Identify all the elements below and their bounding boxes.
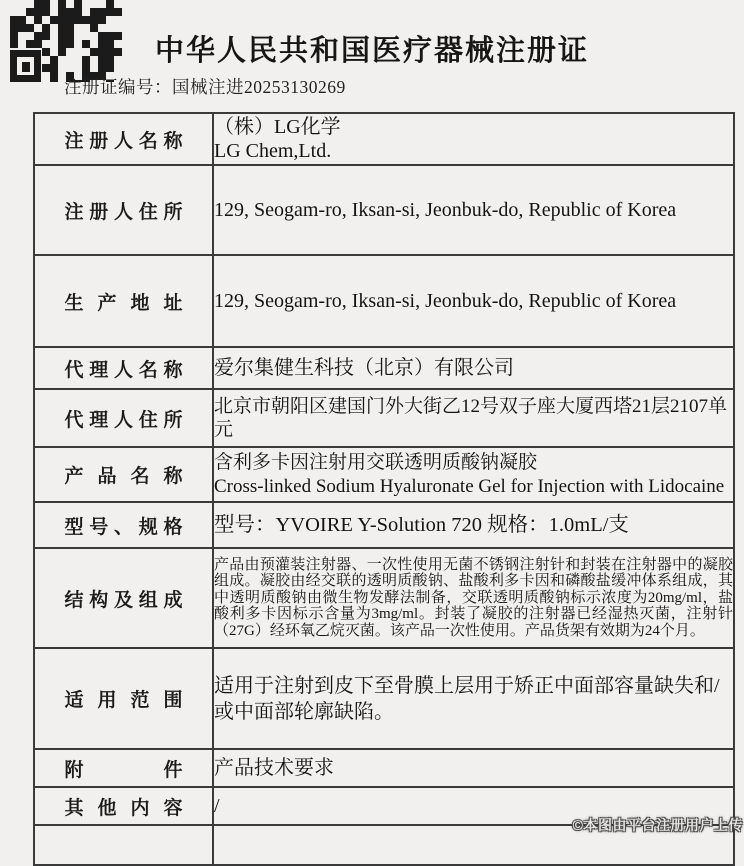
table-row-agent-address: [34, 389, 734, 447]
watermark: ©本图由平台注册用户上传: [572, 817, 743, 833]
row-label: 注册人住所: [64, 201, 183, 223]
table-row-production-address: [34, 255, 734, 347]
table-row-attachment: [34, 749, 734, 787]
row-label: 产品名称: [64, 466, 183, 487]
table-row-registrant-address: [34, 165, 734, 255]
row-value-line: /: [214, 794, 220, 817]
row-label: 附 件: [64, 759, 183, 781]
row-value-line: 适用于注射到皮下至骨膜上层用于矫正中面部容量缺失和/或中面部轮廓缺陷。: [214, 674, 720, 723]
row-value-line: 北京市朝阳区建国门外大街乙12号双子座大厦西塔21层2107单元: [214, 395, 728, 440]
table-row-structure-composition: [34, 548, 734, 648]
row-value-line: Cross-linked Sodium Hyaluronate Gel for Injection with Lidocaine: [214, 475, 725, 497]
row-label: 注册人名称: [64, 130, 183, 152]
table-row-model-spec: [34, 502, 734, 548]
table-row-product-name: [34, 447, 734, 502]
table-row-scope-of-application: [34, 648, 734, 749]
row-value-line: （株）LG化学: [214, 115, 341, 138]
table-row-registrant-name: [34, 113, 734, 165]
row-label: 其他内容: [64, 797, 183, 819]
row-value-line: 129, Seogam-ro, Iksan-si, Jeonbuk-do, Republic of Korea: [214, 198, 677, 221]
registration-number-value: 国械注进20253130269: [172, 77, 346, 97]
certificate-title: 中华人民共和国医疗器械注册证: [154, 35, 589, 67]
row-value-line: 产品技术要求: [214, 756, 334, 779]
row-label: 代理人住所: [64, 409, 183, 431]
registration-number: [64, 74, 346, 99]
row-label: 适用范围: [64, 690, 183, 711]
registration-number-label: 注册证编号：: [64, 77, 172, 97]
row-value-line: 爱尔集健生科技（北京）有限公司: [214, 356, 514, 379]
certificate-table: [33, 112, 735, 866]
row-value-line: 含利多卡因注射用交联透明质酸钠凝胶: [214, 452, 538, 474]
row-label: 生产地址: [64, 292, 183, 314]
row-label: 结构及组成: [64, 589, 183, 611]
row-value-line: 型号：YVOIRE Y-Solution 720 规格：1.0mL/支: [214, 513, 629, 536]
table-row-agent-name: [34, 347, 734, 389]
row-label: 型号、规格: [64, 516, 183, 538]
row-label: 代理人名称: [64, 359, 183, 381]
row-value-line: 129, Seogam-ro, Iksan-si, Jeonbuk-do, Republic of Korea: [214, 289, 677, 312]
row-value-line: 产品由预灌装注射器、一次性使用无菌不锈钢注射针和封装在注射器中的凝胶组成。凝胶由经交联的透明质酸钠、盐酸利多卡因和磷酸盐缓冲体系组成，其中透明质酸钠由微生物发酵法制备，交联透明质酸钠标示浓度为20mg/ml，盐酸利多卡因标示含量为3mg/ml。封装了凝胶的注射器已经湿热灭菌，注射针（27G）经环氧乙烷灭菌。该产品一次性使用。产品货架有效期为24个月。: [214, 556, 733, 639]
row-value-line: LG Chem,Ltd.: [214, 140, 332, 162]
